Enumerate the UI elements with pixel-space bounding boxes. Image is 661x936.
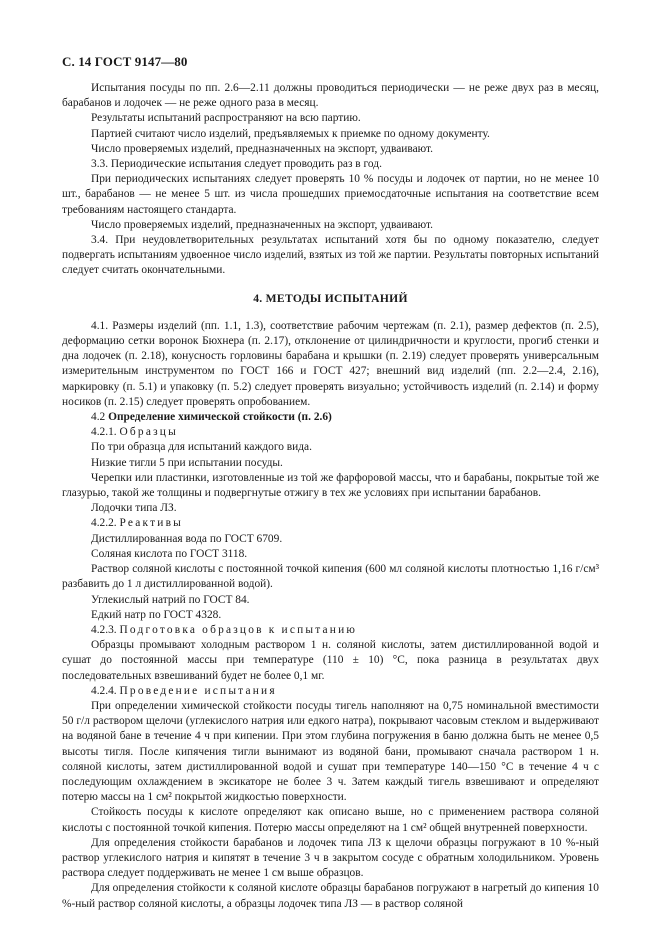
- paragraph: Число проверяемых изделий, предназначенных на экспорт, удваивают.: [91, 218, 433, 231]
- paragraph: При определении химической стойкости посуды тигель наполняют на 0,75 номинальной вместимости 50 г/л раствором щелочи (углекислого натрия или едкого натра), покрывают часовым стеклом и выдерживают на водяной бане в течение 4 ч при кипении. При этом глубина погружения в баню должна быть не менее 0,5 высоты тигля. После кипячения тигли вынимают из водяной бани, промывают сначала раствором 1 н. соляной кислоты, затем дистиллированной водой и сушат при температуре 140—150 °С в течение 4 ч с последующим охлаждением в эксикаторе не более 3 ч. Затем каждый тигель взвешивают и определяют потерю массы на 1 см² покрытой жидкостью поверхности.: [62, 699, 599, 804]
- paragraph: 3.4. При неудовлетворительных результатах испытаний хотя бы по одному показателю, следует подвергать испытаниям удвоенное число изделий, взятых из той же партии. Результаты повторных испытаний следует считать окончательными.: [62, 234, 599, 277]
- list-item: Соляная кислота по ГОСТ 3118.: [91, 547, 248, 560]
- subsection-title: Образцы: [119, 426, 178, 439]
- paragraph-4-1: 4.1. Размеры изделий (пп. 1.1, 1.3), соответствие рабочим чертежам (п. 2.1), размер дефектов (п. 2.5), деформацию сетки воронок Бюхнера (п. 2.17), отклонение от цилиндричности и круглости, прогиб стенки и дна лодочек (п. 2.18), конусность горловины барабана и крышки (п. 2.19) следует проверять универсальным измерительным инструментом по ГОСТ 166 и ГОСТ 427; внешний вид изделий (пп. 2.2—2.4, 2.16), маркировку (п. 5.1) и упаковку (п. 5.2) следует проверять визуально; устойчивость изделий (п. 2.14) и форму носиков (п. 2.15) следует проверять опробованием.: [62, 319, 599, 408]
- subsection-number: 4.2.1.: [91, 426, 117, 439]
- list-item: Едкий натр по ГОСТ 4328.: [91, 608, 222, 621]
- subsection-number: 4.2.4.: [91, 684, 117, 697]
- list-item: Углекислый натрий по ГОСТ 84.: [91, 593, 250, 606]
- paragraph: Испытания посуды по пп. 2.6—2.11 должны проводиться периодически — не реже двух раз в месяц, барабанов и лодочек — не реже одного раза в месяц.: [62, 82, 599, 110]
- subsection-title: Подготовка образцов к испытанию: [119, 623, 358, 636]
- subsection-4-2-4-heading: [62, 684, 599, 699]
- page-header: С. 14 ГОСТ 9147—80: [62, 54, 188, 69]
- paragraph: Партией считают число изделий, предъявляемых к приемке по одному документу.: [91, 127, 490, 140]
- subsection-number: 4.2: [91, 411, 106, 424]
- list-item: Низкие тигли 5 при испытании посуды.: [91, 456, 283, 469]
- subsection-title: Определение химической стойкости (п. 2.6): [108, 411, 332, 424]
- paragraph: Результаты испытаний распространяют на всю партию.: [91, 112, 361, 125]
- subsection-title: Реактивы: [119, 517, 184, 530]
- paragraph: Для определения стойкости барабанов и лодочек типа ЛЗ к щелочи образцы погружают в 10 %-ный раствор углекислого натрия и кипятят в течение 3 ч в закрытом сосуде с обратным холодильником. Уровень раствора следует поддерживать не менее 1 см выше образцов.: [62, 836, 599, 880]
- paragraph: Образцы промывают холодным раствором 1 н. соляной кислоты, затем дистиллированной водой и сушат до постоянной массы при температуре (110 ± 10) °С, пока разница в результатах двух последовательных взвешиваний будет не более 0,1 мг.: [62, 639, 599, 682]
- list-item: Черепки или пластинки, изготовленные из той же фарфоровой массы, что и барабаны, покрытые той же глазурью, такой же толщины и подвергнутые отжигу в тех же условиях при испытании барабанов.: [62, 471, 599, 500]
- subsection-title: Проведение испытания: [119, 684, 277, 697]
- subsection-4-2-1-heading: [62, 425, 599, 440]
- list-item: Дистиллированная вода по ГОСТ 6709.: [91, 532, 283, 545]
- paragraph: Стойкость посуды к кислоте определяют как описано выше, но с применением раствора соляной кислоты с постоянной точкой кипения. Потерю массы определяют на 1 см² общей внутренней поверхности.: [62, 806, 599, 834]
- paragraph: Число проверяемых изделий, предназначенных на экспорт, удваивают.: [91, 142, 433, 155]
- paragraph: Для определения стойкости к соляной кислоте образцы барабанов погружают в нагретый до кипения 10 %-ный раствор соляной кислоты, а образцы лодочек типа ЛЗ — в раствор соляной: [62, 882, 599, 910]
- subsection-number: 4.2.3.: [91, 623, 117, 636]
- list-item: Лодочки типа ЛЗ.: [91, 502, 177, 515]
- document-body: [62, 81, 599, 912]
- paragraph: 3.3. Периодические испытания следует проводить раз в год.: [91, 158, 382, 171]
- list-item: Раствор соляной кислоты с постоянной точкой кипения (600 мл соляной кислоты плотностью 1,16 г/см³ разбавить до 1 л дистиллированной водой).: [62, 563, 599, 591]
- subsection-4-2-2-heading: [62, 516, 599, 531]
- paragraph: При периодических испытаниях следует проверять 10 % посуды и лодочек от партии, но не менее 10 шт., барабанов — не менее 5 шт. из числа прошедших приемосдаточные испытания на соответствие всем требованиям настоящего стандарта.: [62, 173, 599, 216]
- subsection-number: 4.2.2.: [91, 517, 117, 530]
- subsection-4-2-3-heading: [62, 623, 599, 638]
- list-item: По три образца для испытаний каждого вида.: [91, 441, 312, 454]
- subsection-4-2-heading: [62, 410, 599, 425]
- section-title: 4. МЕТОДЫ ИСПЫТАНИЙ: [253, 291, 408, 305]
